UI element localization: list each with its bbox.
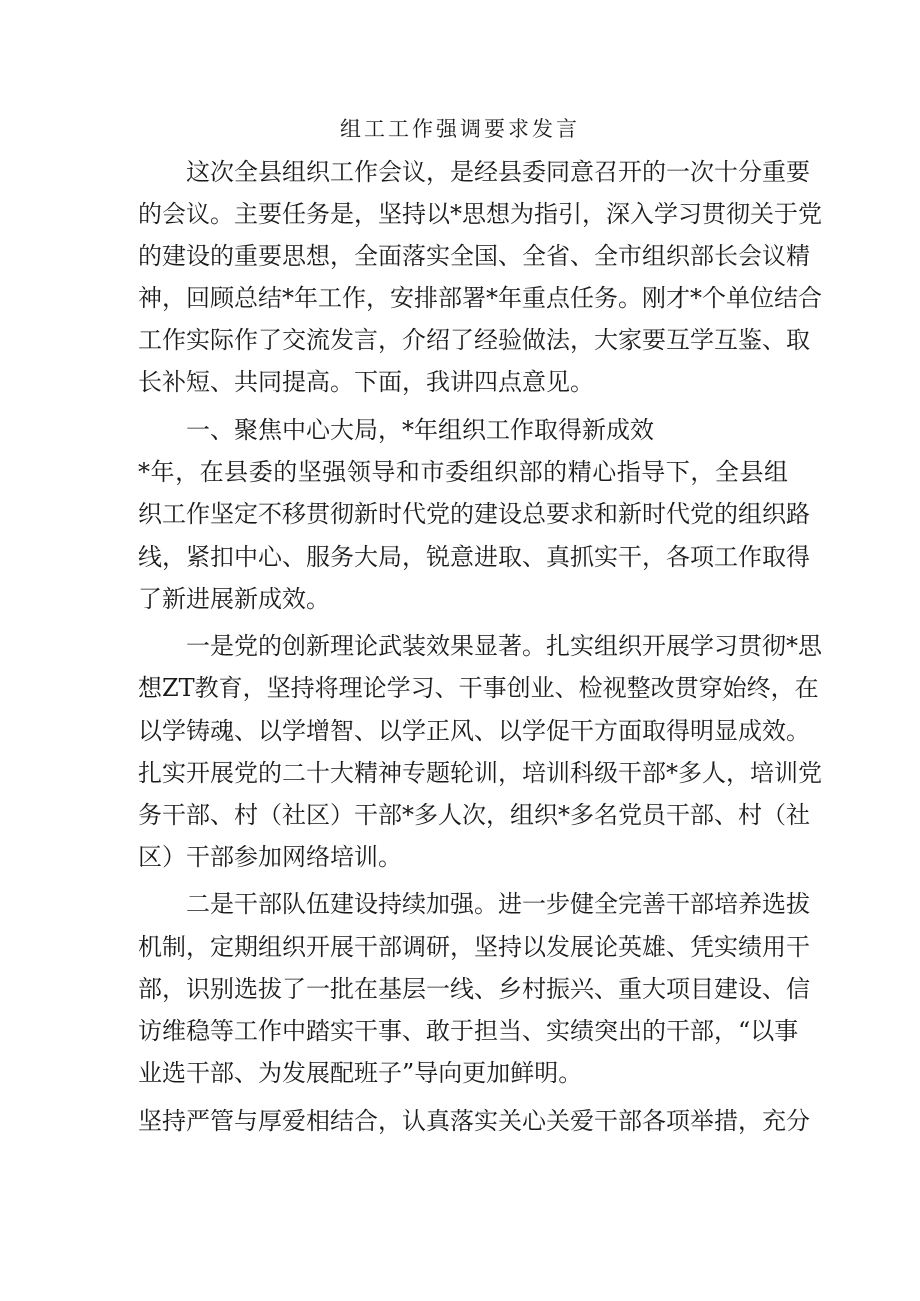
section-heading: 一、聚焦中心大局，*年组织工作取得新成效 [186, 416, 654, 444]
text-line: 业选干部、为发展配班子”导向更加鲜明。 [138, 1059, 583, 1087]
document-title: 组工工作强调要求发言 [340, 117, 580, 141]
text-line: 了新进展新成效。 [138, 585, 330, 613]
text-line: 务干部、村（社区）干部*多人次，组织*多名党员干部、村（社 [138, 801, 810, 829]
text-line: *年，在县委的坚强领导和市委组织部的精心指导下，全县组 [138, 458, 788, 486]
text-line: 的建设的重要思想，全面落实全国、全省、全市组织部长会议精 [138, 242, 810, 270]
text-line: 扎实开展党的二十大精神专题轮训，培训科级干部*多人，培训党 [138, 759, 822, 787]
text-line: 想ZT教育，坚持将理论学习、干事创业、检视整改贯穿始终，在 [138, 674, 819, 702]
text-line: 神，回顾总结*年工作，安排部署*年重点任务。刚才*个单位结合 [138, 284, 822, 312]
text-line: 二是干部队伍建设持续加强。进一步健全完善干部培养选拔 [186, 890, 810, 918]
text-line: 机制，定期组织开展干部调研，坚持以发展论英雄、凭实绩用干 [138, 933, 810, 961]
text-line: 访维稳等工作中踏实干事、敢于担当、实绩突出的干部，“以事 [138, 1017, 799, 1045]
text-line: 部，识别选拔了一批在基层一线、乡村振兴、重大项目建设、信 [138, 975, 810, 1003]
text-line: 坚持严管与厚爱相结合，认真落实关心关爱干部各项举措，充分 [138, 1107, 810, 1135]
text-line: 以学铸魂、以学增智、以学正风、以学促干方面取得明显成效。 [138, 717, 810, 745]
text-line: 的会议。主要任务是，坚持以*思想为指引，深入学习贯彻关于党 [138, 200, 822, 228]
text-line: 这次全县组织工作会议，是经县委同意召开的一次十分重要 [186, 158, 810, 186]
text-line: 线，紧扣中心、服务大局，锐意进取、真抓实干，各项工作取得 [138, 543, 810, 571]
text-line: 区）干部参加网络培训。 [138, 843, 402, 871]
text-line: 织工作坚定不移贯彻新时代党的建设总要求和新时代党的组织路 [138, 500, 810, 528]
text-line: 工作实际作了交流发言，介绍了经验做法，大家要互学互鉴、取 [138, 326, 810, 354]
text-line: 长补短、共同提高。下面，我讲四点意见。 [138, 368, 594, 396]
text-line: 一是党的创新理论武装效果显著。扎实组织开展学习贯彻*思 [186, 632, 822, 660]
